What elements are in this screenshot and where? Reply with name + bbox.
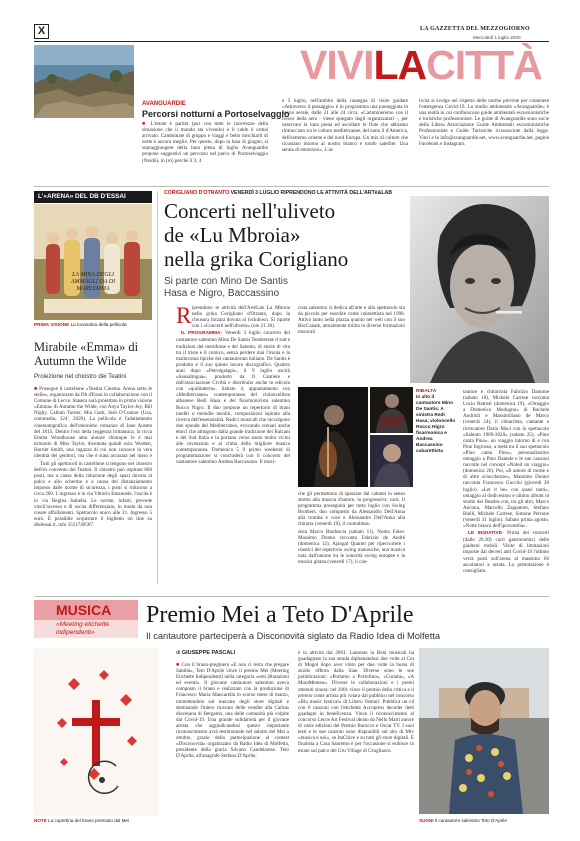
s4-col2: è in attività dal 2001. Laureato in Beni musicali ha guadagnato la sua strada diplomandosi due volte al Cot di Mogol dopo aver vinto per due volte la borsa di studio offerta dalla Siae. Diverse sono le sue pubblicazioni: «Portamo a Portofino», «Curami», «A MaraMemeo». Diverse le collaborazioni e i premi ottenuti sinora: nel 2001 vince il premio della critica e il premio come artista più votato dal pubblico nel concorso «Blu music festival» di Libero Venturi. Pubblica un cd con 6 canzoni con l'etichetta Accopress decoder dedi guadagni in beneficenza. Vince il riconoscimento al concorso Lecce Art Festival ideato da Nello Marti autore di varie edizioni del Premio Barocco e Oscar TV. I suoi testi e le sue canzoni sono disponibili sul sito di Mtv «musica e noi», su ItaChive e su tutti gli store digitali. È finalista a Casa Sanremo e per l'occasione si esibisce in estate sul palco del Gru Village di Grugliasco. <box>298 650 414 754</box>
s3-programma-kicker: IL PROGRAMMA <box>181 331 221 337</box>
s3-subtitle-line2: Hasa e Nigro, Baccassino <box>164 288 280 299</box>
s3-caption <box>416 389 456 455</box>
portoselvaggio-photo <box>34 45 134 118</box>
s3-subtitle <box>164 276 394 300</box>
s3-col3-text: tautore e chitarrista Fabrizio Dantone (sabato 18), Michele Carrese racconta Lucio Battisti (domenica 19), «Omaggio a Domenico Modugno» di Rachele Andrioli e Massimiliano de Marco (venerdì 24), il chitarrista, cantante e ricercatore Dario Muci con lo spettacolo «Salento 1989-2020» (sabato 25), «Pino canta Pino», un viaggio intorno di e con Pino Ingrosso, a metà tra il suo spettacolo «Pino canta Pino», personalissimo omaggio a Pino Daniele e le sue canzoni raccolte nel concept «Noted un viaggio» (domenica 26). Poi, «Il amore di morte e di altre sciocchezze», Massimo Donno racconta Francesco Guccini (giovedì 30 luglio). «Let it be» con quasi tanti», omaggio al dodicesimo e ultimo album in studio dei Beatles con, tra gli altri, Marco Ancona, Marcello Zappatore, Stefano Rielli, Michele Cortese, Simone Perrone (venerdì 31 luglio). Sabato prima agosto, «Notte bianca dell'ipocondria». <box>463 389 549 530</box>
s4-caption-right <box>419 818 549 823</box>
s2-title: Mirabile «Emma» di Autumn the Wilde <box>34 340 139 368</box>
divider-2 <box>34 596 549 597</box>
s4-subtitle: Il cantautore parteciperà a Disconovità siglato da Radio Idea di Molfetta <box>146 631 441 641</box>
redi-hasa-photo <box>298 387 368 487</box>
divider-1 <box>34 186 549 187</box>
s4-caption-right-kicker: SUONI <box>419 818 434 823</box>
section-title-part-vivi: VIVI <box>300 42 374 88</box>
issue-date: Mercoledì 1 luglio 2020 <box>473 35 521 40</box>
song-cover <box>34 648 159 816</box>
s3-col2-top: cista salentino si dedica all'arte e allo spettacolo sin da piccolo per esordire come cabarettista nel 1998. Attivo tanto nella piazza quanto nel web con il suo BacCanale, attualmente milita in diverse formazioni musicali <box>298 305 405 336</box>
vertical-rule <box>157 191 158 584</box>
s3-col3 <box>463 389 549 589</box>
s1-col1: ■ L'estate è partita (pur con tutte le incertezze della situazione che il mondo sta vivendo) e il caldo è ormai arrivato. Camminate di gruppo e viaggi è bello mischiarli di notte è ancora meglio. Per questo, dopo la luna di giugno, si sopraggiungere della luna piena di luglio Avanguardie propone suggestivi un percorso nel parco di Portoselvaggio (Nardò), in (ro) perché il 3, 4 <box>142 121 268 164</box>
film-poster <box>34 204 152 320</box>
s1-col2: e 5 luglio, nell'ambito della rassegna di visite guidate «Attraverso il passaggio» è in programma una passeggiata in orario serale, dalle 21 alle 24 circa. «Cammineremo con il fresco della sera - viene spiegato dagli organizzatori -, per osservare la luna piena ed ascoltare le flute che abbiamo rintracciato tra le culture mediterranee, del natio il d'America, dell'estremo oriente e del nord Europa. Un mix di culture che ricustano intorno al nostro bianco e tondo satellite. Una serata di emozioni». L'at- <box>282 98 408 153</box>
section-title-part-citta: CITTÀ <box>426 42 542 88</box>
s4-caption-right-text: Il cantautore salentino Teto D'Aprile <box>434 818 507 823</box>
s4-col1-text: Con il brano-preghiera «E non ci resta che pregare Santità», Teto D'Aprile vince il premio Mei (Meeting Etichette Indipendenti) nella categoria «emi (Rotazioni ed eventi». Il giovane cantautore salentino aveva composto il brano e realizzato con la produzione di Francesco Maria Mancarella lo scorso mese di marzo, immettendolo sul mercato degli store digitali e destinando l'intero ricavato delle vendite alla Caritas diocesana di Bergamo, una delle comunità più colpite dal Covid-19. Una grande solidarietà per il giovane artista che aggiudicandosi questo importante riconoscimento avrà testimoniale nel salotto del Mei a ottobre, grazie della partecipazione al contest «Disconovità» organizzato da Radio Idea di Molfetta, presidente della giuria Silvano Candelarese. Teto D'Aprile, all'anagrafe Stefano D'Aprile, <box>176 662 289 760</box>
s3-headline-line2: de «Lu Mbroia» <box>164 223 301 247</box>
section-title <box>300 44 550 86</box>
teto-daprile-photo <box>419 648 549 814</box>
s3-col1-body: - Venerdì 3 luglio concerto del cantautore salentino Mino De Santis Tenderesse il sud e tradizioni del meridione e del Salento, di storie di vita tra il triste e il comico, senza perdere mai l'ironia e la malinconia tipiche del cantautorato italiano. De Santis è prodotto e il suo quinto lavoro discografico. Quattro anni dopo «Petrolgrappi», il 9 luglio uscirà «Sausalingua», prodotto da Il Cantiere e dall'associazione Civiltà e distribuito anche in edicola con «quilitaterm». Sabato 4, appuntamento con «Mediterranea» contemporanea del violoncellista albanese Redi Hasa e del fisarmonicista salentino Rocco Nigro. Il duo propone un repertorio di brani inediti o melodie insoliti, composizioni ispirate alla ricerca dell'essenzialità. Radici musicali che raccolgono due sponde del Mediterraneo, evocando scenari anche etnici che attingono dalla grande tradizione dei Balcani e del Sud Italia e la portano verso suoni molto vicini alle invenzioni e al clima della migliore musica contemporanea. Domenica 5 il primo weekend di programmazione si concluderà con il concerto del cantautore salentino Andrea Baccassino. Il musi- <box>176 330 290 466</box>
rocco-nigro-photo <box>370 387 413 433</box>
poster-title: LA MINA DEGLI AMMAGLI DA DI MAREEMMA <box>70 272 116 292</box>
s2-col-a: ■ Prosegue il cartellone «Teatini Cinema. Arena sotto le stelle», organizzato da Db d'Essai in collaborazione con il Comune di Lecce. Stasera sarà proiettato in prima visione «Emma» di Autumn the Wilde, con Anya Taylor-Joy, Bill Nighy, Callum Turner, Mia Goth, Josh O'Connor (Usa, commedia, 124', 2020). La pellicola è l'adattamento cinematografico dell'omonimo romanzo di Jane Austen del 1815. Dentro l'era della reggenza britannica, la ricca Emma Woodhouse ama aiutare chiunque le è mai trimonio di Miss Taylor, diventata quindi sola. Wodten, Harriet Smith, una ragazza di cui non conosce la vera identità dei genitori, ma che è stata accasata nel lusso e <box>34 386 152 460</box>
s1-title: Percorsi notturni a Portoselvaggio <box>142 109 290 119</box>
s2-band: L'«ARENA» DEL DB D'ESSAI <box>34 191 152 203</box>
s4-band-sub <box>34 620 138 638</box>
s4-caption-left-text: La copertina del brano premiato dal Mei <box>48 818 129 823</box>
s2-col-b: Tutti gli spettacoli in cartellone si tengono nel chiostro dell'ex convento dei Teatini. Il chiostro può ospitare 600 posti, ma a causa della riduzione degli spazi dovuta al palco e allo schermo e a causa del distanziamento imposto dalle norme di sicurezza, i posti si riducono a circa 200. L'ingresso è in via Vittorio Emanuele, l'uscita è in via Regina Isabella. Le norme, infatti, prevede vincil'accesso e di uscita differenziato, in modo da non creare affollamenti. Spettacolo unico alle 21. Ingresso 5 euro. È possibile acquistare il biglietto on line su dbdessai.it, info 3511749587. <box>34 461 152 528</box>
mino-de-santis-photo <box>410 196 549 383</box>
s2-col-a-text: Prosegue il cartellone «Teatini Cinema. Arena sotto le stelle», organizzato da Db d'Essai in collaborazione con il Comune di Lecce. Stasera sarà proiettato in prima visione «Emma» di Autumn the Wilde, con Anya Taylor-Joy, Bill Nighy, Callum Turner, Mia Goth, Josh O'Connor (Usa, commedia, 124', 2020). La pellicola è l'adattamento cinematografico dell'omonimo romanzo di Jane Austen del 1815. Dentro l'era della reggenza britannica, la ricca Emma Woodhouse ama aiutare chiunque le è mai trimonio di Miss Taylor, diventata quindi sola. Wodten, Harriet Smith, una ragazza di cui non conosce la vera identità dei genitori, ma che è stata accasata nel lusso e <box>34 386 152 460</box>
s3-iniziative-kicker: LE INIZIATIVE <box>468 531 502 537</box>
s1-col1-text: L'estate è partita (pur con tutte le incertezze della situazione che il mondo sta vivendo) e il caldo è ormai arrivato. Camminate di gruppo e viaggi è bello mischiarli di notte è ancora meglio. Per questo, dopo la luna di giugno, si sopraggiungere della luna piena di luglio Avanguardie propone suggestivi un percorso nel parco di Portoselvaggio (Nardò), in (ro) perché il 3, 4 <box>142 121 268 164</box>
s2-subtitle: Proiezione nel chiostro dei Teatini <box>34 373 127 380</box>
s3-kicker-place: CORIGLIANO D'OTRANTO <box>164 190 230 196</box>
s3-subtitle-line1: Si parte con Mino De Santis <box>164 276 288 287</box>
s3-col1-intro: iprendono le attività dell'ArtèLab Lu Mbroia nella grika Corigliano d'Otranto, dopo la chiusura forzata dovuta al lockdown. Si riparte con i «Concerti nell'uliveto» (ore 21.30). <box>192 305 290 330</box>
s3-kicker <box>164 190 392 196</box>
s4-caption-left <box>34 818 164 823</box>
andrea-baccassino-photo <box>370 435 413 487</box>
s3-caption-text: In alto il cantautore Mino De Santis. A sinistra Redi Hasa, violoncello Rocco Nigro fisarmonica e Andrea Baccassino cabarettista <box>416 395 456 454</box>
s4-caption-left-kicker: NOTE <box>34 818 47 823</box>
s3-caption-kicker: RIBALTA <box>416 389 437 394</box>
s1-kicker: AVANGUARDIE <box>142 101 186 107</box>
s4-band-sub-line1: «Meeting etichette <box>56 621 110 628</box>
s3-kicker-text: VENERDÌ 3 LUGLIO RIPRENDONO LE ATTIVITÀ DELL'ARTè&LAB <box>230 190 393 196</box>
s3-col2-continuation: sista Marco Bardoscia (sabato 11), Nomo False: Massimo Donno racconta Fabrizio de André (domenica 12), Ajangal Quartet per ripercorrere i classici del repertorio swing manouche, una musica nata dall'unione tra le sonorità swing europee e la musica gitana (venerdì 17), il can- <box>298 528 405 566</box>
page-number: X <box>34 24 49 39</box>
s1-col3: tività si svolge nel rispetto delle norme previste per contenere l'emergenza Covid-19. Lo studio ambientale «Avanguardie» è una realtà in cui confluiscono guide ambientali escursionistiche e turistiche professioniste. Le guide di Avanguardie sono socie della Libera Associazione Guide Ambientali escursionistiche Professioniste e Guide Turistiche riconosciute dalla legge. Vinci e la info@avanguardie.net, www.avanguardie.net, pagine Facebook e Instagram. <box>419 98 549 147</box>
s2-caption-kicker: PRIMA VISIONE <box>34 322 70 327</box>
s4-band: MUSICA <box>34 600 138 620</box>
s3-headline-line1: Concerti nell'uliveto <box>164 199 336 223</box>
section-title-part-la: LA <box>373 42 427 88</box>
s3-headline-line3: nella grika Corigliano <box>164 247 349 271</box>
s3-col1 <box>176 305 290 591</box>
s4-col1: ■ Con il brano-preghiera «E non ci resta che pregare Santità», Teto D'Aprile vince il premio Mei (Meeting Etichette Indipendenti) nella categoria «emi (Rotazioni ed eventi». Il giovane cantautore salentino aveva composto il brano e realizzato con la produzione di Francesco Maria Mancarella lo scorso mese di marzo, immettendolo sul mercato degli store digitali e destinando l'intero ricavato delle vendite alla Caritas diocesana di Bergamo, una delle comunità più colpite dal Covid-19. Una grande solidarietà per il giovane artista che aggiudicandosi questo importante riconoscimento avrà testimoniale nel salotto del Mei a ottobre, grazie della partecipazione al contest «Disconovità» organizzato da Radio Idea di Molfetta, presidente della giuria Silvano Candelarese. Teto D'Aprile, all'anagrafe Stefano D'Aprile, <box>176 662 289 760</box>
newspaper-name: LA GAZZETTA DEL MEZZOGIORNO <box>420 26 530 32</box>
s4-byline <box>176 650 235 656</box>
s3-headline <box>164 199 404 271</box>
s3-col2-bottom: che gli permettono di spaziare dal cabaret in senso stretto alla musica d'autore, in progressiva: rock. Il programma proseguirà per tutto luglio con Swing Brothers, duo composto da Alessandro Dell'Anna alla tromba e voce e Alessandro Dell'Anna alla chitarra (venerdì 10), il contrabbas- sista Marco Bardoscia (sabato 11), Nomo False: Massimo Donno racconta Fabrizio de André (domenica 12), Ajangal Quartet per ripercorrere i classici del repertorio swing manouche, una musica nata dall'unione tra le sonorità swing europee e la musica gitana (venerdì 17), il can- <box>298 491 405 566</box>
s4-byline-pre: di <box>176 650 181 656</box>
s4-byline-name: GIUSEPPE PASCALI <box>181 650 236 656</box>
s4-title: Premio Mei a Teto D'Aprile <box>146 602 414 628</box>
s2-caption-text: La locandina della pellicola <box>70 322 127 327</box>
s4-band-sub-line2: indipendenti» <box>56 629 95 636</box>
s3-dropcap: R <box>176 305 192 328</box>
s3-col3-iniziative: - Prima dei concerti (dalle 20.30) corti gastronomici delle giaderni mobili. Visite di limitazioni imposte dai decreti anti Covid-19 l'ultimo verrà posti sull'arena al massimo 60 ascoltatori a serata. La prenotazione è consigliata. <box>463 530 549 574</box>
s2-caption <box>34 322 152 327</box>
